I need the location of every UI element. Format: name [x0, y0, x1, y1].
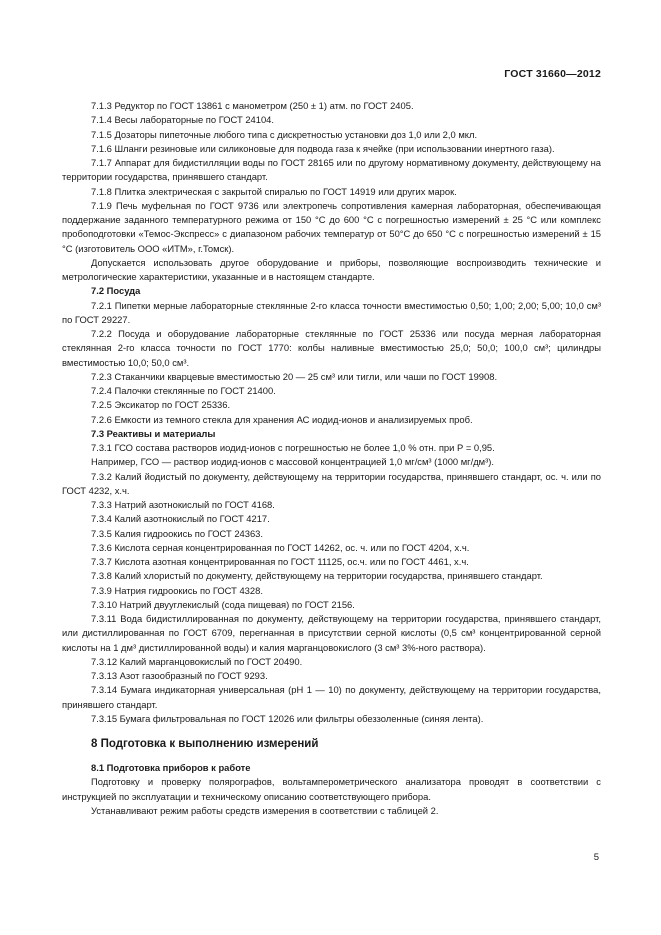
paragraph: 7.3.13 Азот газообразный по ГОСТ 9293.	[91, 670, 268, 681]
paragraph: 7.1.7 Аппарат для бидистилляции воды по ГОСТ 28165 или по другому нормативному документу, действующему на территории государства, принявшего стандарт.	[62, 157, 601, 183]
paragraph: 7.3.7 Кислота азотная концентрированная по ГОСТ 11125, ос.ч. или по ГОСТ 4461, х.ч.	[91, 556, 469, 567]
paragraph: 7.3.14 Бумага индикаторная универсальная (рН 1 — 10) по документу, действующему на территории государства, принявшего стандарт.	[62, 684, 601, 710]
paragraph: 7.3.5 Калия гидроокись по ГОСТ 24363.	[91, 527, 264, 539]
subsection-heading: 7.3 Реактивы и материалы	[91, 427, 216, 439]
paragraph: 7.1.5 Дозаторы пипеточные любого типа с дискретностью установки доз 1,0 или 2,0 мкл.	[91, 128, 478, 140]
paragraph: 7.2.2 Посуда и оборудование лабораторные стеклянные по ГОСТ 25336 или посуда мерная лабораторная стеклянная 2-го класса точности по ГОСТ 1770: колбы наливные вместимостью 25,0; 50,0; 100,0 см³; цилиндры вместимостью 10,0; 50,0 см³.	[62, 328, 601, 368]
paragraph: Устанавливают режим работы средств измерения в соответствии с таблицей 2.	[91, 804, 439, 816]
paragraph: 7.1.9 Печь муфельная по ГОСТ 9736 или электропечь сопротивления камерная лабораторная, обеспечивающая поддержание заданного температурного режима от 150 °С до 600 °С с погрешностью измерений ± 25 °С или комплекс пробоподготовки «Темос-Экспресс» с диапазоном рабочих температур от 50°С до 650 °С с погрешностью измерений ± 15 °С (изготовитель ООО «ИТМ», г.Томск).	[62, 199, 601, 254]
paragraph: 7.3.15 Бумага фильтровальная по ГОСТ 12026 или фильтры обеззоленные (синяя лента).	[91, 712, 484, 724]
paragraph: 7.3.12 Калий марганцовокислый по ГОСТ 20490.	[91, 655, 303, 667]
paragraph: 7.1.6 Шланги резиновые или силиконовые для подвода газа к ячейке (при использовании инертного газа).	[91, 142, 555, 154]
paragraph: 7.2.5 Эксикатор по ГОСТ 25336.	[91, 399, 231, 411]
paragraph: 7.1.4 Весы лабораторные по ГОСТ 24104.	[91, 114, 274, 126]
paragraph: 7.2.1 Пипетки мерные лабораторные стеклянные 2-го класса точности вместимостью 0,50; 1,00; 2,00; 5,00; 10,0 см³ по ГОСТ 29227.	[62, 299, 601, 325]
paragraph: 7.3.3 Натрий азотнокислый по ГОСТ 4168.	[91, 499, 275, 510]
paragraph: 7.3.4 Калий азотнокислый по ГОСТ 4217.	[91, 513, 270, 525]
paragraph: 7.3.10 Натрий двууглекислый (сода пищевая) по ГОСТ 2156.	[91, 598, 355, 610]
paragraph: 7.3.8 Калий хлористый по документу, действующему на территории государства, принявшего стандарт.	[91, 570, 543, 582]
document-header: ГОСТ 31660—2012	[504, 68, 601, 80]
page-number: 5	[593, 852, 599, 863]
paragraph: 7.3.1 ГСО состава растворов иодид-ионов с погрешностью не более 1,0 % отн. при Р = 0,95.	[91, 442, 495, 453]
subsection-heading: 7.2 Посуда	[91, 285, 141, 297]
paragraph: 7.1.8 Плитка электрическая с закрытой спиралью по ГОСТ 14919 или других марок.	[91, 185, 457, 197]
paragraph: 7.2.4 Палочки стеклянные по ГОСТ 21400.	[91, 385, 276, 396]
paragraph: 7.1.3 Редуктор по ГОСТ 13861 с манометром (250 ± 1) атм. по ГОСТ 2405.	[91, 100, 414, 111]
document-body	[62, 99, 601, 818]
paragraph: Допускается использовать другое оборудование и приборы, позволяющие воспроизводить технические и метрологические характеристики, указанные и в настоящем стандарте.	[62, 256, 601, 282]
paragraph: 7.3.9 Натрия гидроокись по ГОСТ 4328.	[91, 584, 263, 596]
section-heading: 8 Подготовка к выполнению измерений	[91, 738, 319, 750]
paragraph: Подготовку и проверку полярографов, вольтамперометрического анализатора проводят в соответствии с инструкцией по эксплуатации и техническому описанию соответствующего прибора.	[62, 776, 601, 802]
subsection-heading: 8.1 Подготовка приборов к работе	[91, 762, 251, 773]
paragraph: Например, ГСО — раствор иодид-ионов с массовой концентрацией 1,0 мг/см³ (1000 мг/дм³).	[91, 456, 494, 468]
paragraph: 7.3.2 Калий йодистый по документу, действующему на территории государства, принявшего стандарт, ос. ч. или по ГОСТ 4232, х.ч.	[62, 470, 601, 496]
paragraph: 7.3.11 Вода бидистиллированная по документу, действующему на территории государства, принявшего стандарт, или дистиллированная по ГОСТ 6709, перегнанная в присутствии серной кислоты (0,5 см³ концентрированной серной кислоты на 1 дм³ дистиллированной воды) и калия марганцовокислого (3 см³ 3%-ного раствора).	[62, 613, 601, 653]
paragraph: 7.2.3 Стаканчики кварцевые вместимостью 20 — 25 см³ или тигли, или чаши по ГОСТ 19908.	[91, 370, 498, 382]
paragraph: 7.2.6 Емкости из темного стекла для хранения АС иодид-ионов и анализируемых проб.	[91, 413, 473, 425]
paragraph: 7.3.6 Кислота серная концентрированная по ГОСТ 14262, ос. ч. или по ГОСТ 4204, х.ч.	[91, 541, 470, 553]
